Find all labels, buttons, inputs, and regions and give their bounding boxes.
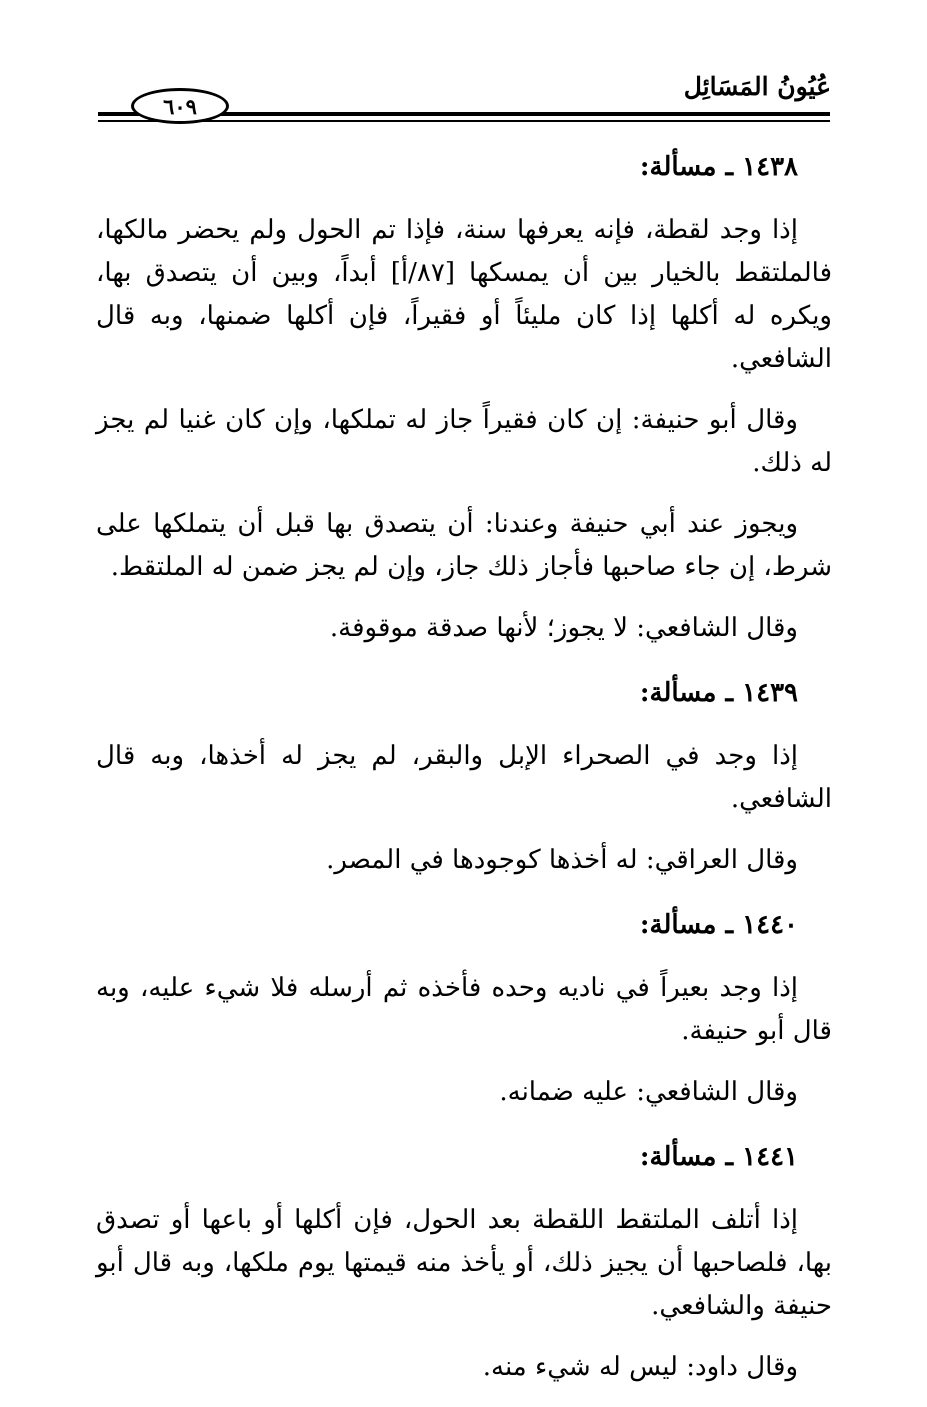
book-title: عُيُونُ المَسَائِل	[683, 72, 831, 101]
section-heading: ١٤٣٩ ـ مسألة:	[639, 678, 798, 708]
paragraph: إذا أتلف الملتقط اللقطة بعد الحول، فإن أكلها أو باعها أو تصدق بها، فلصاحبها أن يجيز ذلك، أو يأخذ منه قيمتها يوم ملكها، وبه قال أبو حنيفة والشافعي.	[96, 1205, 832, 1321]
paragraph: إذا وجد بعيراً في ناديه وحده فأخذه ثم أرسله فلا شيء عليه، وبه قال أبو حنيفة.	[96, 973, 832, 1046]
section-heading: ١٤٣٨ ـ مسألة:	[639, 152, 798, 182]
paragraph: وقال أبو حنيفة: إن كان فقيراً جاز له تملكها، وإن كان غنيا لم يجز له ذلك.	[96, 405, 832, 478]
section-1438	[96, 146, 832, 650]
page-number: ٦٠٩	[131, 88, 229, 124]
paragraph: ويجوز عند أبي حنيفة وعندنا: أن يتصدق بها قبل أن يتملكها على شرط، إن جاء صاحبها فأجاز ذلك جاز، وإن لم يجز ضمن له الملتقط.	[96, 509, 832, 582]
paragraph: إذا وجد لقطة، فإنه يعرفها سنة، فإذا تم الحول ولم يحضر مالكها، فالملتقط بالخيار بين أن يمسكها [٨٧/أ] أبداً، وبين أن يتصدق بها، ويكره له أكلها إذا كان مليئاً أو فقيراً، فإن أكلها ضمنها، وبه قال الشافعي.	[96, 215, 832, 374]
paragraph: إذا وجد في الصحراء الإبل والبقر، لم يجز له أخذها، وبه قال الشافعي.	[96, 741, 832, 814]
section-1441	[96, 1136, 832, 1389]
paragraph: وقال الشافعي: لا يجوز؛ لأنها صدقة موقوفة.	[329, 613, 798, 643]
paragraph: وقال داود: ليس له شيء منه.	[482, 1352, 798, 1382]
page-body	[96, 146, 832, 1407]
section-heading: ١٤٤٠ ـ مسألة:	[639, 910, 798, 940]
paragraph: وقال العراقي: له أخذها كوجودها في المصر.	[326, 845, 798, 875]
paragraph: وقال الشافعي: عليه ضمانه.	[499, 1077, 798, 1107]
section-1440	[96, 904, 832, 1114]
section-1439	[96, 672, 832, 882]
section-heading: ١٤٤١ ـ مسألة:	[639, 1142, 798, 1172]
